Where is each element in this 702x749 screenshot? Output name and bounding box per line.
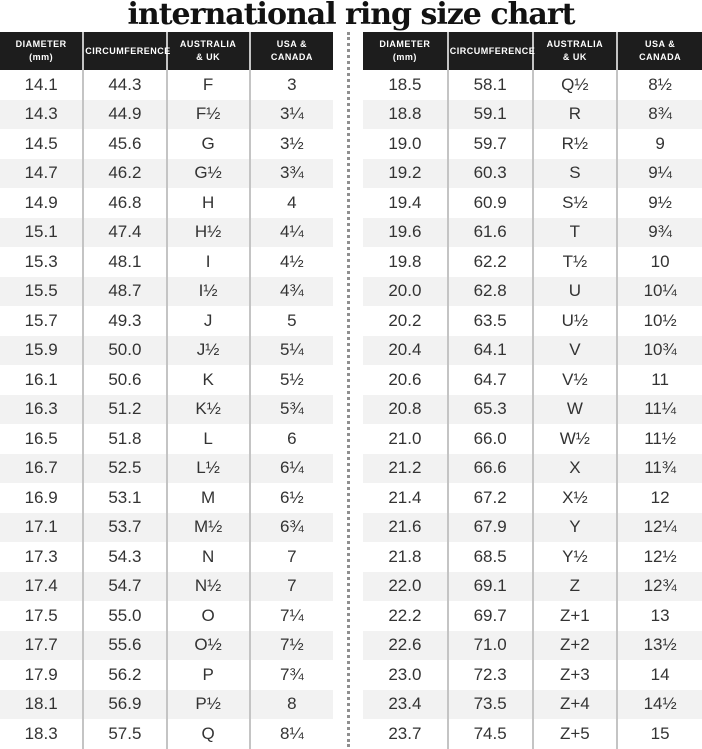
cell: X [533,454,618,484]
cell: 15.1 [24,222,58,242]
cell: 9¼ [617,159,702,189]
cell: 66.0 [448,424,533,454]
table-row [0,660,333,690]
cell: 14½ [617,690,702,720]
table-row [0,129,333,159]
cell: 3¾ [250,159,333,189]
cell: 5½ [250,365,333,395]
table-row [363,247,702,277]
table-row [363,129,702,159]
cell: F [167,70,250,100]
table-row [363,631,702,661]
cell: 52.5 [83,454,166,484]
cell: 7 [250,542,333,572]
cell: H [167,188,250,218]
cell: O½ [167,631,250,661]
cell: 60.3 [448,159,533,189]
cell: 14.7 [24,163,58,183]
table-row [0,306,333,336]
cell: 9¾ [617,218,702,248]
cell: T [533,218,618,248]
cell: L [167,424,250,454]
cell: H½ [167,218,250,248]
cell: S [533,159,618,189]
ring-size-table-left [0,32,333,749]
cell: 20.0 [388,281,422,301]
cell: 20.2 [388,310,422,330]
cell: 19.2 [388,163,422,183]
cell: K½ [167,395,250,425]
cell: L½ [167,454,250,484]
cell: 58.1 [448,70,533,100]
table-row [363,572,702,602]
cell: 6¾ [250,513,333,543]
cell: 10½ [617,306,702,336]
cell: 11¼ [617,395,702,425]
table-row [0,277,333,307]
cell: 46.2 [83,159,166,189]
cell: 19.6 [388,222,422,242]
cell: 44.9 [83,100,166,130]
header-row [0,32,333,70]
table-row [0,513,333,543]
cell: X½ [533,483,618,513]
cell: W½ [533,424,618,454]
table-body-right [363,70,702,749]
cell: 16.9 [24,487,58,507]
cell: 19.0 [388,133,422,153]
cell: M½ [167,513,250,543]
cell: 14.9 [24,192,58,212]
cell: 7 [250,572,333,602]
column-header: AUSTRALIA & UK [533,32,618,70]
page-title: international ring size chart [127,0,575,32]
cell: Z+1 [533,601,618,631]
cell: 44.3 [83,70,166,100]
cell: 18.1 [24,694,58,714]
ring-size-table-right [363,32,702,749]
cell: P [167,660,250,690]
cell: 74.5 [448,719,533,749]
table-header-right [363,32,702,70]
cell: 51.8 [83,424,166,454]
cell: 48.1 [83,247,166,277]
table-row [363,218,702,248]
table-row [0,572,333,602]
table-header-left [0,32,333,70]
cell: 13 [617,601,702,631]
cell: Z+3 [533,660,618,690]
cell: Z [533,572,618,602]
table-row [0,395,333,425]
cell: 4¼ [250,218,333,248]
cell: 14 [617,660,702,690]
cell: 57.5 [83,719,166,749]
cell: 16.3 [24,399,58,419]
cell: 14.5 [24,133,58,153]
cell: 53.1 [83,483,166,513]
cell: 17.4 [24,576,58,596]
table-row [363,100,702,130]
table-row [0,218,333,248]
cell: 49.3 [83,306,166,336]
table-row [0,159,333,189]
cell: 20.4 [388,340,422,360]
cell: 48.7 [83,277,166,307]
table-row [0,424,333,454]
table-row [363,483,702,513]
column-header: USA & CANADA [617,32,702,70]
cell: N [167,542,250,572]
cell: 56.2 [83,660,166,690]
cell: S½ [533,188,618,218]
cell: 10 [617,247,702,277]
cell: 4½ [250,247,333,277]
cell: U [533,277,618,307]
cell: 15.5 [24,281,58,301]
cell: R [533,100,618,130]
cell: 15.7 [24,310,58,330]
cell: 3 [250,70,333,100]
cell: 12 [617,483,702,513]
header-row [363,32,702,70]
cell: I [167,247,250,277]
cell: 65.3 [448,395,533,425]
cell: N½ [167,572,250,602]
cell: 10¼ [617,277,702,307]
cell: 15 [617,719,702,749]
cell: 18.8 [388,104,422,124]
cell: 72.3 [448,660,533,690]
table-row [363,601,702,631]
cell: 4 [250,188,333,218]
cell: 19.4 [388,192,422,212]
cell: 23.0 [388,664,422,684]
dotted-divider [347,32,350,747]
cell: J [167,306,250,336]
cell: P½ [167,690,250,720]
cell: 17.3 [24,546,58,566]
table-row [0,247,333,277]
cell: 6 [250,424,333,454]
cell: 10¾ [617,336,702,366]
table-row [0,690,333,720]
cell: 45.6 [83,129,166,159]
cell: 47.4 [83,218,166,248]
table-row [363,542,702,572]
table-row [363,513,702,543]
cell: 8¾ [617,100,702,130]
cell: 21.8 [388,546,422,566]
column-header: AUSTRALIA & UK [167,32,250,70]
cell: 50.6 [83,365,166,395]
cell: W [533,395,618,425]
cell: 7¼ [250,601,333,631]
cell: 5 [250,306,333,336]
cell: 12¾ [617,572,702,602]
cell: G [167,129,250,159]
cell: 12½ [617,542,702,572]
table-row [363,454,702,484]
tables-layout [0,32,702,747]
cell: 21.0 [388,428,422,448]
cell: 18.3 [24,723,58,743]
cell: 20.8 [388,399,422,419]
table-row [0,601,333,631]
cell: Z+4 [533,690,618,720]
cell: Q [167,719,250,749]
cell: 14.3 [24,104,58,124]
table-row [0,70,333,100]
cell: 12¼ [617,513,702,543]
table-row [0,454,333,484]
cell: 5¼ [250,336,333,366]
cell: 64.1 [448,336,533,366]
cell: 59.7 [448,129,533,159]
cell: 60.9 [448,188,533,218]
table-row [0,188,333,218]
cell: Z+2 [533,631,618,661]
table-row [363,660,702,690]
center-divider-area [333,32,363,747]
cell: 8¼ [250,719,333,749]
table-row [363,277,702,307]
table-row [363,365,702,395]
cell: 9 [617,129,702,159]
cell: 4¾ [250,277,333,307]
cell: Z+5 [533,719,618,749]
cell: K [167,365,250,395]
column-header: DIAMETER (mm) [363,32,448,70]
cell: 16.1 [24,369,58,389]
cell: 21.4 [388,487,422,507]
cell: 63.5 [448,306,533,336]
cell: 67.9 [448,513,533,543]
table-row [0,542,333,572]
cell: 66.6 [448,454,533,484]
cell: Y½ [533,542,618,572]
table-row [363,70,702,100]
cell: 46.8 [83,188,166,218]
cell: 17.1 [24,517,58,537]
table-row [0,100,333,130]
table-row [363,159,702,189]
cell: 17.5 [24,605,58,625]
cell: 61.6 [448,218,533,248]
column-header: USA & CANADA [250,32,333,70]
cell: 69.7 [448,601,533,631]
cell: 17.9 [24,664,58,684]
cell: 6¼ [250,454,333,484]
cell: 22.0 [388,576,422,596]
cell: 23.7 [388,723,422,743]
table-row [363,395,702,425]
table-row [363,719,702,749]
cell: M [167,483,250,513]
cell: 15.9 [24,340,58,360]
cell: 69.1 [448,572,533,602]
cell: 55.0 [83,601,166,631]
cell: I½ [167,277,250,307]
cell: J½ [167,336,250,366]
cell: 50.0 [83,336,166,366]
table-row [363,424,702,454]
cell: 64.7 [448,365,533,395]
cell: 7¾ [250,660,333,690]
column-header: CIRCUMFERENCE [83,32,166,70]
cell: 56.9 [83,690,166,720]
cell: 22.6 [388,635,422,655]
cell: 5¾ [250,395,333,425]
table-row [0,631,333,661]
cell: 9½ [617,188,702,218]
table-row [363,306,702,336]
cell: 3½ [250,129,333,159]
cell: 22.2 [388,605,422,625]
cell: 51.2 [83,395,166,425]
cell: 67.2 [448,483,533,513]
cell: 73.5 [448,690,533,720]
cell: 23.4 [388,694,422,714]
cell: O [167,601,250,631]
cell: 62.2 [448,247,533,277]
cell: 20.6 [388,369,422,389]
cell: 13½ [617,631,702,661]
cell: 11½ [617,424,702,454]
table-row [0,483,333,513]
cell: Q½ [533,70,618,100]
table-row [363,336,702,366]
cell: 19.8 [388,251,422,271]
table-row [363,188,702,218]
cell: G½ [167,159,250,189]
cell: 54.3 [83,542,166,572]
cell: T½ [533,247,618,277]
cell: 62.8 [448,277,533,307]
cell: 59.1 [448,100,533,130]
cell: 11¾ [617,454,702,484]
cell: 18.5 [388,74,422,94]
cell: 53.7 [83,513,166,543]
table-row [0,365,333,395]
column-header: DIAMETER (mm) [0,32,83,70]
cell: 55.6 [83,631,166,661]
cell: 14.1 [24,74,58,94]
cell: 7½ [250,631,333,661]
column-header: CIRCUMFERENCE [448,32,533,70]
table-row [0,336,333,366]
cell: 16.5 [24,428,58,448]
table-row [363,690,702,720]
cell: 71.0 [448,631,533,661]
cell: 6½ [250,483,333,513]
cell: 16.7 [24,458,58,478]
cell: 8½ [617,70,702,100]
cell: 11 [617,365,702,395]
cell: Y [533,513,618,543]
table-row [0,719,333,749]
cell: V [533,336,618,366]
cell: 21.2 [388,458,422,478]
table-body-left [0,70,333,749]
cell: 8 [250,690,333,720]
cell: 15.3 [24,251,58,271]
cell: V½ [533,365,618,395]
cell: 21.6 [388,517,422,537]
cell: R½ [533,129,618,159]
cell: 17.7 [24,635,58,655]
cell: 3¼ [250,100,333,130]
cell: 68.5 [448,542,533,572]
cell: F½ [167,100,250,130]
cell: U½ [533,306,618,336]
cell: 54.7 [83,572,166,602]
